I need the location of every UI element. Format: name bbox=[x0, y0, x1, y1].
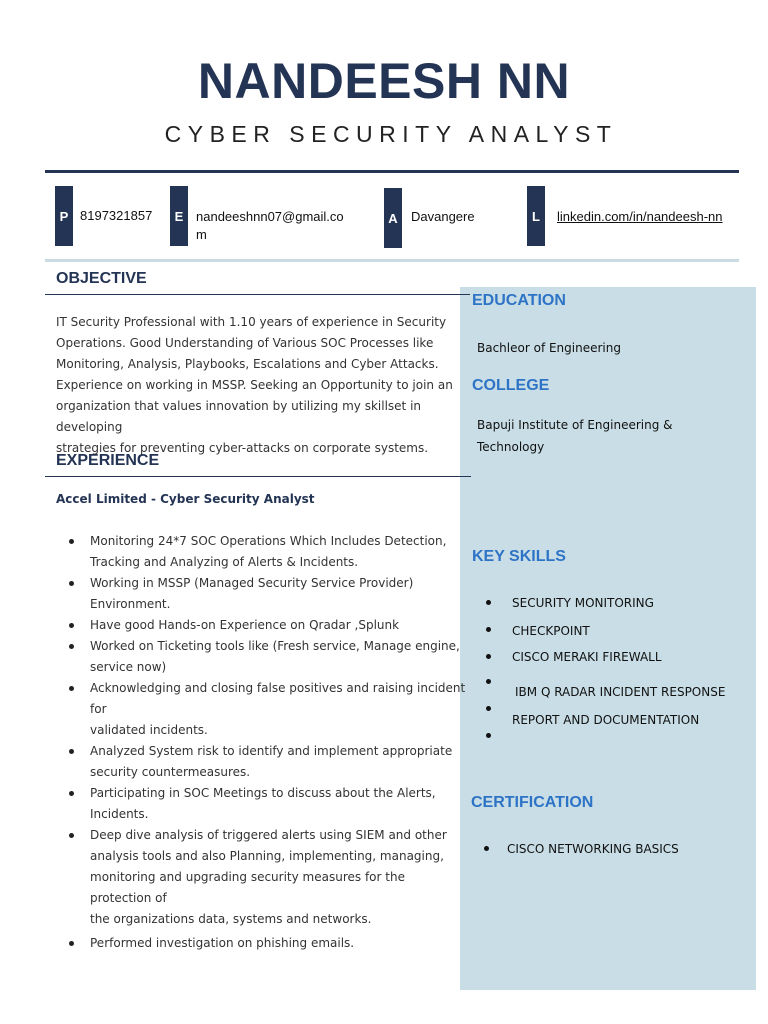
email-line-1: nandeeshnn07@gmail.co bbox=[196, 209, 344, 224]
experience-item-line: security countermeasures. bbox=[90, 765, 251, 779]
objective-line: Experience on working in MSSP. Seeking an Opportunity to join an bbox=[56, 378, 453, 392]
skill-item: CHECKPOINT bbox=[512, 624, 590, 638]
experience-item-line: Tracking and Analyzing of Alerts & Incidents. bbox=[90, 555, 359, 569]
skill-bullet bbox=[486, 679, 491, 684]
experience-item-line: service now) bbox=[90, 660, 167, 674]
skill-bullet bbox=[486, 600, 491, 605]
skill-item: REPORT AND DOCUMENTATION bbox=[512, 713, 700, 727]
contact-divider bbox=[45, 259, 739, 262]
linkedin-link[interactable]: linkedin.com/in/nandeesh-nn bbox=[557, 209, 723, 224]
experience-item-line: the organizations data, systems and networks. bbox=[90, 912, 372, 926]
college-title: COLLEGE bbox=[472, 377, 550, 394]
experience-item-line: Have good Hands-on Experience on Qradar ,Splunk bbox=[90, 618, 400, 632]
experience-item-line: Analyzed System risk to identify and implement appropriate bbox=[90, 744, 453, 758]
education-text: Bachleor of Engineering bbox=[477, 341, 621, 355]
email-tab: E bbox=[170, 186, 188, 246]
experience-item bbox=[56, 825, 466, 930]
cert-item: CISCO NETWORKING BASICS bbox=[507, 842, 679, 856]
college-line: Technology bbox=[477, 440, 545, 454]
job-title: Accel Limited - Cyber Security Analyst bbox=[56, 492, 315, 506]
email-line-2: m bbox=[196, 227, 207, 242]
certification-title: CERTIFICATION bbox=[471, 794, 594, 811]
experience-item bbox=[56, 783, 466, 825]
experience-item bbox=[56, 531, 466, 573]
skill-bullet bbox=[486, 654, 491, 659]
resume-name: NANDEESH NN bbox=[197, 53, 571, 109]
college-line: Bapuji Institute of Engineering & bbox=[477, 418, 673, 432]
objective-line: IT Security Professional with 1.10 years of experience in Security bbox=[56, 315, 447, 329]
experience-item-line: analysis tools and also Planning, implementing, managing, bbox=[90, 849, 444, 863]
skill-item: SECURITY MONITORING bbox=[512, 596, 654, 610]
experience-item-line: Acknowledging and closing false positives and raising incident for bbox=[90, 681, 466, 716]
education-title: EDUCATION bbox=[472, 292, 566, 309]
skills-title: KEY SKILLS bbox=[472, 548, 566, 565]
experience-title: EXPERIENCE bbox=[56, 452, 160, 469]
objective-title: OBJECTIVE bbox=[56, 270, 147, 287]
experience-item-line: Deep dive analysis of triggered alerts using SIEM and other bbox=[90, 828, 447, 842]
header-divider bbox=[45, 170, 739, 173]
resume-role: CYBER SECURITY ANALYST bbox=[164, 121, 618, 147]
skill-bullet bbox=[486, 706, 491, 711]
objective-line: organization that values innovation by utilizing my skillset in developing bbox=[56, 399, 422, 434]
phone-text: 8197321857 bbox=[80, 208, 153, 223]
objective-line: strategies for preventing cyber-attacks on corporate systems. bbox=[56, 441, 429, 455]
experience-item-line: monitoring and upgrading security measures for the protection of bbox=[90, 870, 405, 905]
experience-item bbox=[56, 615, 466, 636]
address-text: Davangere bbox=[411, 209, 475, 224]
skill-bullet bbox=[486, 627, 491, 632]
experience-item-line: validated incidents. bbox=[90, 723, 208, 737]
linkedin-tab: L bbox=[527, 186, 545, 246]
objective-rule bbox=[45, 294, 470, 295]
skill-bullet bbox=[486, 733, 491, 738]
address-tab: A bbox=[384, 188, 402, 248]
experience-item bbox=[56, 636, 466, 678]
email-text[interactable] bbox=[196, 208, 344, 244]
experience-item-line: Participating in SOC Meetings to discuss about the Alerts, bbox=[90, 786, 436, 800]
skill-item: IBM Q RADAR INCIDENT RESPONSE bbox=[515, 685, 726, 699]
objective-line: Operations. Good Understanding of Various SOC Processes like bbox=[56, 336, 434, 350]
skill-item: CISCO MERAKI FIREWALL bbox=[512, 650, 662, 664]
phone-tab: P bbox=[55, 186, 73, 246]
experience-list bbox=[56, 531, 466, 954]
experience-item-line: Working in MSSP (Managed Security Service Provider) bbox=[90, 576, 414, 590]
experience-rule bbox=[45, 476, 471, 477]
experience-item-line: Worked on Ticketing tools like (Fresh service, Manage engine, bbox=[90, 639, 460, 653]
cert-bullet bbox=[484, 846, 489, 851]
experience-item bbox=[56, 741, 466, 783]
objective-line: Monitoring, Analysis, Playbooks, Escalations and Cyber Attacks. bbox=[56, 357, 439, 371]
experience-item-line: Monitoring 24*7 SOC Operations Which Includes Detection, bbox=[90, 534, 447, 548]
experience-item-line: Performed investigation on phishing emails. bbox=[90, 936, 355, 950]
experience-item bbox=[56, 573, 466, 615]
experience-item-line: Incidents. bbox=[90, 807, 149, 821]
experience-item-line: Environment. bbox=[90, 597, 171, 611]
experience-item bbox=[56, 678, 466, 741]
objective-text bbox=[56, 312, 466, 459]
college-text bbox=[477, 414, 673, 458]
experience-item bbox=[56, 933, 466, 954]
